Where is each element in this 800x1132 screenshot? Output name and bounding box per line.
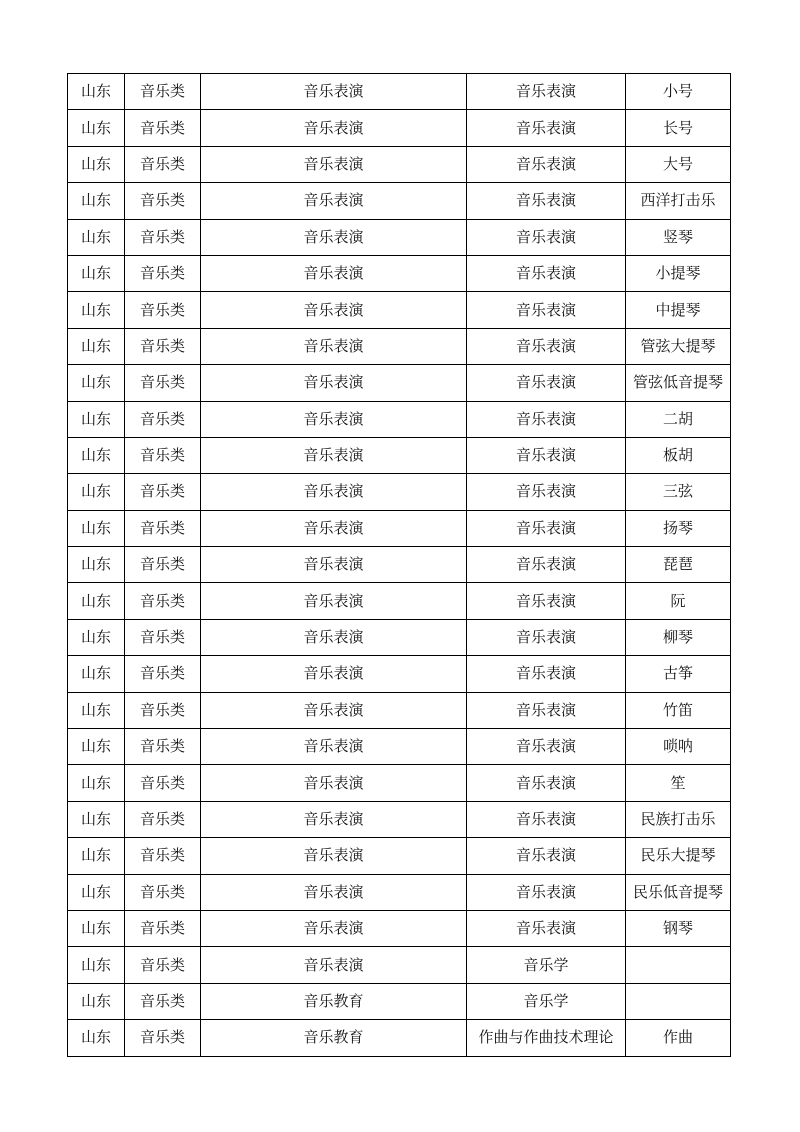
category-cell: 音乐类 <box>125 910 201 946</box>
table-row <box>68 437 731 473</box>
province-cell: 山东 <box>68 838 125 874</box>
province-cell: 山东 <box>68 110 125 146</box>
program-cell: 音乐教育 <box>201 983 467 1019</box>
major-cell: 音乐表演 <box>467 437 626 473</box>
instrument-cell: 作曲 <box>626 1020 731 1056</box>
table-row <box>68 474 731 510</box>
major-cell: 音乐表演 <box>467 874 626 910</box>
table-row <box>68 183 731 219</box>
major-cell: 音乐表演 <box>467 401 626 437</box>
table-row <box>68 619 731 655</box>
instrument-cell: 阮 <box>626 583 731 619</box>
category-cell: 音乐类 <box>125 838 201 874</box>
program-cell: 音乐表演 <box>201 947 467 983</box>
category-cell: 音乐类 <box>125 619 201 655</box>
major-cell: 作曲与作曲技术理论 <box>467 1020 626 1056</box>
major-cell: 音乐学 <box>467 947 626 983</box>
instrument-cell: 扬琴 <box>626 510 731 546</box>
province-cell: 山东 <box>68 947 125 983</box>
province-cell: 山东 <box>68 765 125 801</box>
program-cell: 音乐表演 <box>201 547 467 583</box>
province-cell: 山东 <box>68 365 125 401</box>
category-cell: 音乐类 <box>125 474 201 510</box>
major-cell: 音乐表演 <box>467 255 626 291</box>
instrument-cell: 西洋打击乐 <box>626 183 731 219</box>
instrument-cell: 二胡 <box>626 401 731 437</box>
table-row <box>68 110 731 146</box>
table-row <box>68 765 731 801</box>
category-cell: 音乐类 <box>125 328 201 364</box>
category-cell: 音乐类 <box>125 74 201 110</box>
table-row <box>68 292 731 328</box>
category-cell: 音乐类 <box>125 292 201 328</box>
category-cell: 音乐类 <box>125 692 201 728</box>
instrument-cell: 小号 <box>626 74 731 110</box>
table-row <box>68 910 731 946</box>
table-row <box>68 583 731 619</box>
major-cell: 音乐表演 <box>467 146 626 182</box>
province-cell: 山东 <box>68 1020 125 1056</box>
major-cell: 音乐表演 <box>467 74 626 110</box>
program-cell: 音乐表演 <box>201 619 467 655</box>
province-cell: 山东 <box>68 983 125 1019</box>
table-row <box>68 874 731 910</box>
program-cell: 音乐表演 <box>201 255 467 291</box>
table-row <box>68 656 731 692</box>
category-cell: 音乐类 <box>125 255 201 291</box>
province-cell: 山东 <box>68 656 125 692</box>
major-cell: 音乐表演 <box>467 219 626 255</box>
instrument-cell: 板胡 <box>626 437 731 473</box>
table-row <box>68 401 731 437</box>
category-cell: 音乐类 <box>125 1020 201 1056</box>
major-cell: 音乐表演 <box>467 110 626 146</box>
province-cell: 山东 <box>68 219 125 255</box>
instrument-cell: 琵琶 <box>626 547 731 583</box>
instrument-cell: 民乐低音提琴 <box>626 874 731 910</box>
program-cell: 音乐教育 <box>201 1020 467 1056</box>
instrument-cell: 柳琴 <box>626 619 731 655</box>
instrument-cell: 竖琴 <box>626 219 731 255</box>
province-cell: 山东 <box>68 255 125 291</box>
province-cell: 山东 <box>68 910 125 946</box>
program-cell: 音乐表演 <box>201 656 467 692</box>
program-cell: 音乐表演 <box>201 838 467 874</box>
instrument-cell: 管弦大提琴 <box>626 328 731 364</box>
program-cell: 音乐表演 <box>201 765 467 801</box>
category-cell: 音乐类 <box>125 983 201 1019</box>
instrument-cell: 中提琴 <box>626 292 731 328</box>
table-row <box>68 146 731 182</box>
instrument-cell: 唢呐 <box>626 729 731 765</box>
province-cell: 山东 <box>68 547 125 583</box>
category-cell: 音乐类 <box>125 947 201 983</box>
major-cell: 音乐表演 <box>467 656 626 692</box>
program-cell: 音乐表演 <box>201 801 467 837</box>
table-row <box>68 219 731 255</box>
province-cell: 山东 <box>68 474 125 510</box>
program-cell: 音乐表演 <box>201 328 467 364</box>
major-cell: 音乐表演 <box>467 547 626 583</box>
category-cell: 音乐类 <box>125 365 201 401</box>
category-cell: 音乐类 <box>125 547 201 583</box>
major-cell: 音乐表演 <box>467 328 626 364</box>
category-cell: 音乐类 <box>125 183 201 219</box>
category-cell: 音乐类 <box>125 437 201 473</box>
instrument-cell <box>626 947 731 983</box>
instrument-cell: 钢琴 <box>626 910 731 946</box>
province-cell: 山东 <box>68 619 125 655</box>
category-cell: 音乐类 <box>125 656 201 692</box>
instrument-cell: 小提琴 <box>626 255 731 291</box>
instrument-cell: 民乐大提琴 <box>626 838 731 874</box>
category-cell: 音乐类 <box>125 765 201 801</box>
major-cell: 音乐表演 <box>467 729 626 765</box>
table-row <box>68 328 731 364</box>
program-cell: 音乐表演 <box>201 729 467 765</box>
program-cell: 音乐表演 <box>201 692 467 728</box>
province-cell: 山东 <box>68 692 125 728</box>
category-cell: 音乐类 <box>125 510 201 546</box>
instrument-cell: 三弦 <box>626 474 731 510</box>
major-cell: 音乐表演 <box>467 183 626 219</box>
province-cell: 山东 <box>68 583 125 619</box>
table-row <box>68 1020 731 1056</box>
province-cell: 山东 <box>68 292 125 328</box>
province-cell: 山东 <box>68 146 125 182</box>
category-cell: 音乐类 <box>125 801 201 837</box>
major-cell: 音乐表演 <box>467 692 626 728</box>
major-cell: 音乐表演 <box>467 801 626 837</box>
major-cell: 音乐学 <box>467 983 626 1019</box>
table-row <box>68 547 731 583</box>
province-cell: 山东 <box>68 183 125 219</box>
table-row <box>68 801 731 837</box>
program-cell: 音乐表演 <box>201 292 467 328</box>
instrument-cell: 竹笛 <box>626 692 731 728</box>
province-cell: 山东 <box>68 401 125 437</box>
province-cell: 山东 <box>68 510 125 546</box>
instrument-cell: 古筝 <box>626 656 731 692</box>
program-cell: 音乐表演 <box>201 110 467 146</box>
program-cell: 音乐表演 <box>201 74 467 110</box>
instrument-cell: 笙 <box>626 765 731 801</box>
table-row <box>68 983 731 1019</box>
table-row <box>68 74 731 110</box>
major-cell: 音乐表演 <box>467 583 626 619</box>
major-cell: 音乐表演 <box>467 474 626 510</box>
table-row <box>68 365 731 401</box>
instrument-cell: 大号 <box>626 146 731 182</box>
program-cell: 音乐表演 <box>201 874 467 910</box>
table-row <box>68 838 731 874</box>
province-cell: 山东 <box>68 874 125 910</box>
music-program-table <box>67 73 731 1057</box>
province-cell: 山东 <box>68 801 125 837</box>
program-cell: 音乐表演 <box>201 146 467 182</box>
category-cell: 音乐类 <box>125 219 201 255</box>
major-cell: 音乐表演 <box>467 292 626 328</box>
province-cell: 山东 <box>68 74 125 110</box>
table-body <box>68 74 731 1057</box>
table-row <box>68 692 731 728</box>
instrument-cell: 管弦低音提琴 <box>626 365 731 401</box>
major-cell: 音乐表演 <box>467 910 626 946</box>
major-cell: 音乐表演 <box>467 619 626 655</box>
category-cell: 音乐类 <box>125 110 201 146</box>
instrument-cell: 长号 <box>626 110 731 146</box>
program-cell: 音乐表演 <box>201 183 467 219</box>
table-row <box>68 510 731 546</box>
program-cell: 音乐表演 <box>201 583 467 619</box>
major-cell: 音乐表演 <box>467 510 626 546</box>
category-cell: 音乐类 <box>125 146 201 182</box>
province-cell: 山东 <box>68 328 125 364</box>
category-cell: 音乐类 <box>125 401 201 437</box>
program-cell: 音乐表演 <box>201 910 467 946</box>
major-cell: 音乐表演 <box>467 765 626 801</box>
category-cell: 音乐类 <box>125 729 201 765</box>
major-cell: 音乐表演 <box>467 838 626 874</box>
table-row <box>68 947 731 983</box>
province-cell: 山东 <box>68 729 125 765</box>
category-cell: 音乐类 <box>125 583 201 619</box>
program-cell: 音乐表演 <box>201 437 467 473</box>
program-cell: 音乐表演 <box>201 510 467 546</box>
program-cell: 音乐表演 <box>201 474 467 510</box>
instrument-cell: 民族打击乐 <box>626 801 731 837</box>
table-row <box>68 729 731 765</box>
program-cell: 音乐表演 <box>201 219 467 255</box>
instrument-cell <box>626 983 731 1019</box>
program-cell: 音乐表演 <box>201 401 467 437</box>
category-cell: 音乐类 <box>125 874 201 910</box>
province-cell: 山东 <box>68 437 125 473</box>
major-cell: 音乐表演 <box>467 365 626 401</box>
table-row <box>68 255 731 291</box>
program-cell: 音乐表演 <box>201 365 467 401</box>
